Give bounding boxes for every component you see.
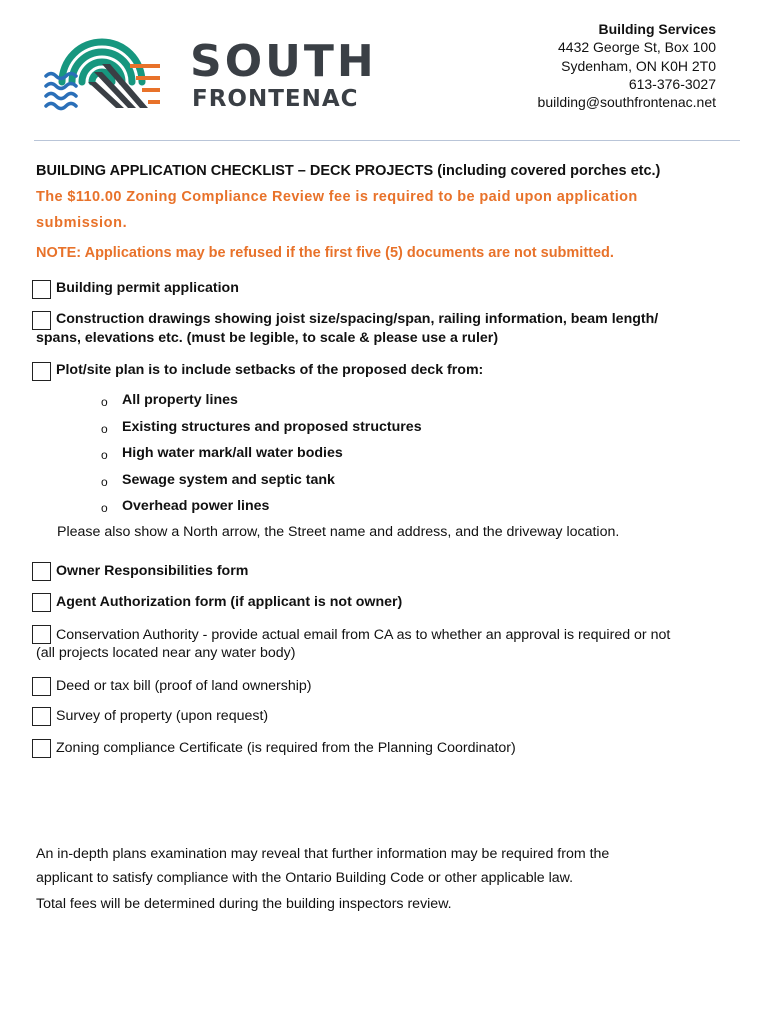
bullet-icon: o bbox=[101, 395, 108, 409]
item-owner-label: Owner Responsibilities form bbox=[56, 563, 249, 579]
item-zoning-label: Zoning compliance Certificate (is required from the Planning Coordinator) bbox=[56, 740, 516, 756]
checkbox-deed[interactable] bbox=[32, 677, 51, 696]
checkbox-survey[interactable] bbox=[32, 707, 51, 726]
item-conservation-label-cont: (all projects located near any water body) bbox=[36, 645, 296, 661]
setback-item: High water mark/all water bodies bbox=[122, 445, 343, 461]
checkbox-permit[interactable] bbox=[32, 280, 51, 299]
item-siteplan-label: Plot/site plan is to include setbacks of the proposed deck from: bbox=[56, 362, 484, 378]
brand-name-bottom: FRONTENAC bbox=[192, 86, 359, 112]
bullet-icon: o bbox=[101, 448, 108, 462]
footer-line-1: An in-depth plans examination may reveal that further information may be required from the bbox=[36, 846, 610, 862]
siteplan-note: Please also show a North arrow, the Street name and address, and the driveway location. bbox=[57, 524, 620, 540]
item-conservation-label: Conservation Authority - provide actual email from CA as to whether an approval is required or not bbox=[56, 627, 671, 643]
fee-notice-line2: submission. bbox=[36, 215, 128, 231]
street-address: 4432 George St, Box 100 bbox=[558, 39, 716, 56]
item-drawings-label: Construction drawings showing joist size/spacing/span, railing information, beam length/ bbox=[56, 311, 659, 327]
footer-line-3: Total fees will be determined during the building inspectors review. bbox=[36, 896, 452, 912]
checkbox-conservation[interactable] bbox=[32, 625, 51, 644]
phone-number: 613-376-3027 bbox=[628, 75, 716, 92]
setback-item: Overhead power lines bbox=[122, 498, 270, 514]
item-survey-label: Survey of property (upon request) bbox=[56, 708, 269, 724]
south-frontenac-logo bbox=[44, 24, 164, 116]
bullet-icon: o bbox=[101, 422, 108, 436]
setback-item: Existing structures and proposed structures bbox=[122, 419, 422, 435]
setback-item: Sewage system and septic tank bbox=[122, 472, 335, 488]
department-name: Building Services bbox=[598, 21, 716, 37]
checkbox-drawings[interactable] bbox=[32, 311, 51, 330]
bullet-icon: o bbox=[101, 501, 108, 515]
bullet-icon: o bbox=[101, 475, 108, 489]
setback-item: All property lines bbox=[122, 392, 238, 408]
checkbox-agent[interactable] bbox=[32, 593, 51, 612]
fee-notice-line1: The $110.00 Zoning Compliance Review fee is required to be paid upon application bbox=[36, 189, 638, 205]
item-drawings-label-cont: spans, elevations etc. (must be legible, to scale & please use a ruler) bbox=[36, 330, 499, 346]
email-address[interactable]: building@southfrontenac.net bbox=[537, 94, 716, 111]
refusal-note: NOTE: Applications may be refused if the first five (5) documents are not submitted. bbox=[36, 245, 614, 261]
checkbox-owner[interactable] bbox=[32, 562, 51, 581]
checkbox-siteplan[interactable] bbox=[32, 362, 51, 381]
item-deed-label: Deed or tax bill (proof of land ownership) bbox=[56, 678, 312, 694]
item-permit-label: Building permit application bbox=[56, 280, 239, 296]
item-agent-label: Agent Authorization form (if applicant is not owner) bbox=[56, 594, 403, 610]
brand-name-top: SOUTH bbox=[190, 36, 377, 87]
footer-line-2: applicant to satisfy compliance with the Ontario Building Code or other applicable law. bbox=[36, 870, 574, 886]
city-postal: Sydenham, ON K0H 2T0 bbox=[561, 57, 716, 74]
page-title: BUILDING APPLICATION CHECKLIST – DECK PROJECTS (including covered porches etc.) bbox=[36, 163, 661, 179]
contact-block bbox=[538, 20, 716, 111]
header-divider bbox=[34, 140, 740, 141]
checkbox-zoning[interactable] bbox=[32, 739, 51, 758]
